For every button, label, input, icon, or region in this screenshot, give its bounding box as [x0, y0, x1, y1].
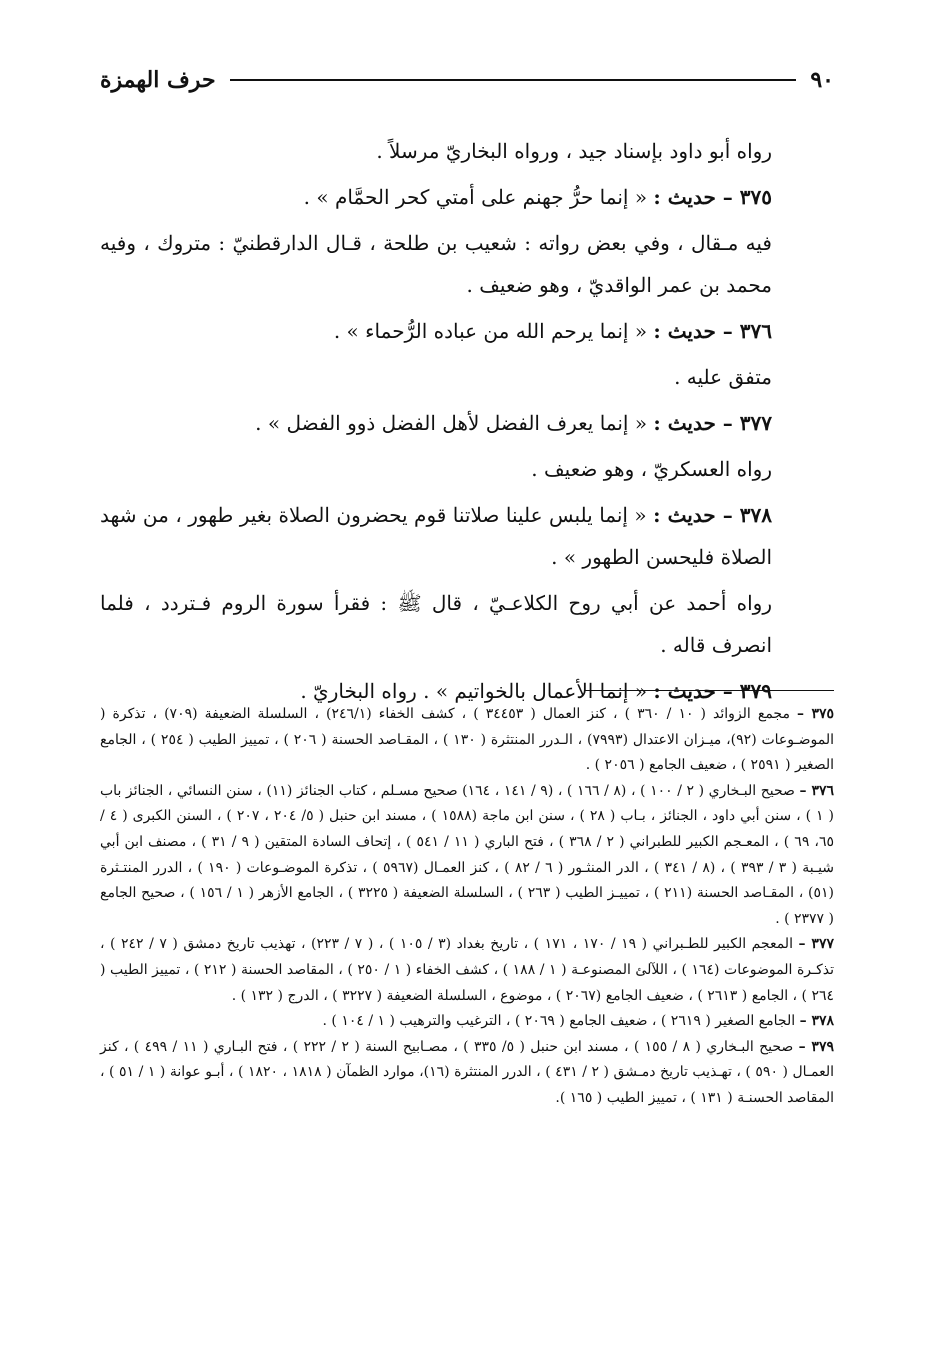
header-rule: [230, 79, 797, 81]
hadith-heading: ٣٧٨ – حديث :: [653, 503, 772, 527]
footnote-379: [100, 1035, 834, 1112]
hadith-heading: ٣٧٧ – حديث :: [653, 411, 772, 435]
footnote-376: [100, 779, 834, 933]
hadith-text: « إنما حرُّ جهنم على أمتي كحر الحمَّام » .: [303, 185, 648, 209]
footnote-number: ٣٧٨ –: [799, 1013, 834, 1030]
paragraph: متفق عليه .: [674, 365, 772, 389]
hadith-heading: ٣٧٥ – حديث :: [653, 185, 772, 209]
footnote-text: مجمع الزوائد ( ١٠ / ٣٦٠ ) ، كنز العمال ( ٣٤٤٥٣ ) ، كشف الخفاء (٢٤٦/١) ، السلسلة الضعيفة (٧٠٩) ، تذكرة ( الموضـوعات (٩٢)، ميـزان الاعتدال (٧٩٩٣) ، الـدرر المنتثرة ( ١٣٠ ) ، المقـاصد الحسنة ( ٢٠٦ ) ، تمييز الطيب ( ٢٥٤ ) ، الجامع الصغير ( ٢٥٩١ ) ، ضعيف الجامع ( ٢٠٥٦ ) .: [100, 706, 834, 774]
footnote-text: المعجم الكبير للطـبراني ( ١٩ / ١٧٠ ، ١٧١ ) ، تاريخ بغداد (٣ / ١٠٥ ) ، ( ٧ / ٢٢٣) ، تهذيب تاريخ دمشق ( ٧ / ٢٤٢ ) ، تذكـرة الموضوعات (١٦٤ ) ، اللآلئ المصنوعـة ( ١ / ١٨٨ ) ، كشف الخفاء ( ١ / ٢٥٠ ) ، المقاصد الحسنة ( ٢١٢ ) ، تمييز الطيب ( ٢٦٤ ) ، الجامع ( ٢٦١٣ ) ، ضعيف الجامع (٢٠٦٧ ) ، موضوع ، السلسلة الضعيفة ( ٣٢٢٧ ) ، الدرج ( ١٣٢ ) .: [100, 936, 835, 1004]
page-header: [100, 60, 834, 100]
paragraph: فيه مـقال ، وفي بعض رواته : شعيب بن طلحة ، قـال الدارقطنيّ : متروك ، وفيه محمد بن عمر الواقديّ ، وهو ضعيف .: [100, 231, 772, 297]
footnote-375: [100, 702, 834, 779]
footnote-text: صحيح البـخاري ( ٢ / ١٠٠ ) ، (٨ / ١٦٦ ) ، (٩ / ١٤١ ، ١٦٤) صحيح مسـلم ، كتاب الجنائز (١١) ، سنن النسائي ، الجنائز باب ( ١ ) ، سنن أبي داود ، الجنائز ، بـاب ( ٢٨ ) ، سنن ابن ماجة (١٥٨٨ ) ، مسند ابن حنبل ( ٥/ ٢٠٤ ، ٢٠٧ ) ، السنن الكبرى ( ٤ / ٦٥، ٦٩ ) ، المعـجم الكبير للطبراني ( ٢ / ٣٦٨ ) ، فتح الباري ( ١١ / ٥٤١ ) ، إتحاف السادة المتقين ( ٩ / ٣١ ) ، مصنف ابن أبي شيـبة ( ٣ / ٣٩٣ ) ، (٨ / ٣٤١ ) ، الدر المنثـور ( ٦ / ٨٢ ) ، كنز العمـال (٥٩٦٧ ) ، تذكرة الموضـوعات ( ١٩٠ ) ، الدرر المنتـثرة (٥١) ، المقـاصد الحسنة (٢١١ ) ، تمييـز الطيب ( ٢٦٣ ) ، السلسلة الضعيفة ( ٣٢٢٥ ) ، الجامع الأزهر ( ١ / ١٥٦ ) ، صحيح الجامع ( ٢٣٧٧ ) .: [100, 782, 835, 927]
footnote-number: ٣٧٧ –: [798, 936, 834, 953]
footnote-378: [100, 1009, 834, 1035]
hadith-376: [100, 310, 832, 352]
footnote-text: صحيح البـخاري ( ٨ / ١٥٥ ) ، مسند ابن حنبل ( ٥/ ٣٣٥ ) ، مصـابيح السنة ( ٢ / ٢٢٢ ) ، فتح البـاري ( ١١ / ٤٩٩ ) ، كنز العمـال ( ٥٩٠ ) ، تهـذيب تاريخ دمـشق ( ٢ / ٤٣١ ) ، الدرر المنتثرة (١٦)، موارد الظمآن ( ١٨١٨ ، ١٨٢٠ ) ، أبـو عوانة ( ١ / ٥١ ) ، المقاصد الحسنـة ( ١٣١ ) ، تمييز الطيب ( ١٦٥ ).: [100, 1038, 835, 1106]
hadith-text: « إنما يرحم الله من عباده الرُّحماء » .: [333, 319, 648, 343]
hadith-heading: ٣٧٩ – حديث :: [653, 679, 772, 703]
footnotes: [100, 702, 834, 1112]
hadith-heading: ٣٧٦ – حديث :: [653, 319, 772, 343]
main-text: [100, 130, 832, 716]
paragraph: رواه العسكريّ ، وهو ضعيف .: [531, 457, 772, 481]
footnote-377: [100, 932, 834, 1009]
hadith-375: [100, 176, 832, 218]
paragraph: رواه أبو داود بإسناد جيد ، ورواه البخاريّ مرسلاً .: [376, 139, 772, 163]
paragraph: رواه أحمد عن أبي روح الكلاعـيّ ، قال ﷺ : فقرأ سورة الروم فـتردد ، فلما انصرف قاله .: [100, 591, 772, 657]
hadith-377: [100, 402, 832, 444]
hadith-text: « إنما يعرف الفضل لأهل الفضل ذوو الفضل » .: [255, 411, 648, 435]
page-number: ٩٠: [810, 67, 834, 93]
footnote-number: ٣٧٦ –: [799, 782, 835, 799]
hadith-text: « إنما الأعمال بالخواتيم » . رواه البخاريّ .: [300, 679, 648, 703]
hadith-text: « إنما يلبس علينا صلاتنا قوم يحضرون الصلاة بغير طهور ، من شهد الصلاة فليحسن الطهور » .: [100, 503, 772, 569]
footnote-number: ٣٧٥ –: [797, 706, 835, 722]
hadith-378: [100, 494, 832, 578]
footnote-text: الجامع الصغير ( ٢٦١٩ ) ، ضعيف الجامع ( ٢٠٦٩ ) ، الترغيب والترهيب ( ١ / ١٠٤ ) .: [322, 1013, 796, 1030]
footnote-number: ٣٧٩ –: [798, 1038, 834, 1055]
footnote-separator: [584, 690, 834, 691]
chapter-title: حرف الهمزة: [100, 67, 216, 93]
